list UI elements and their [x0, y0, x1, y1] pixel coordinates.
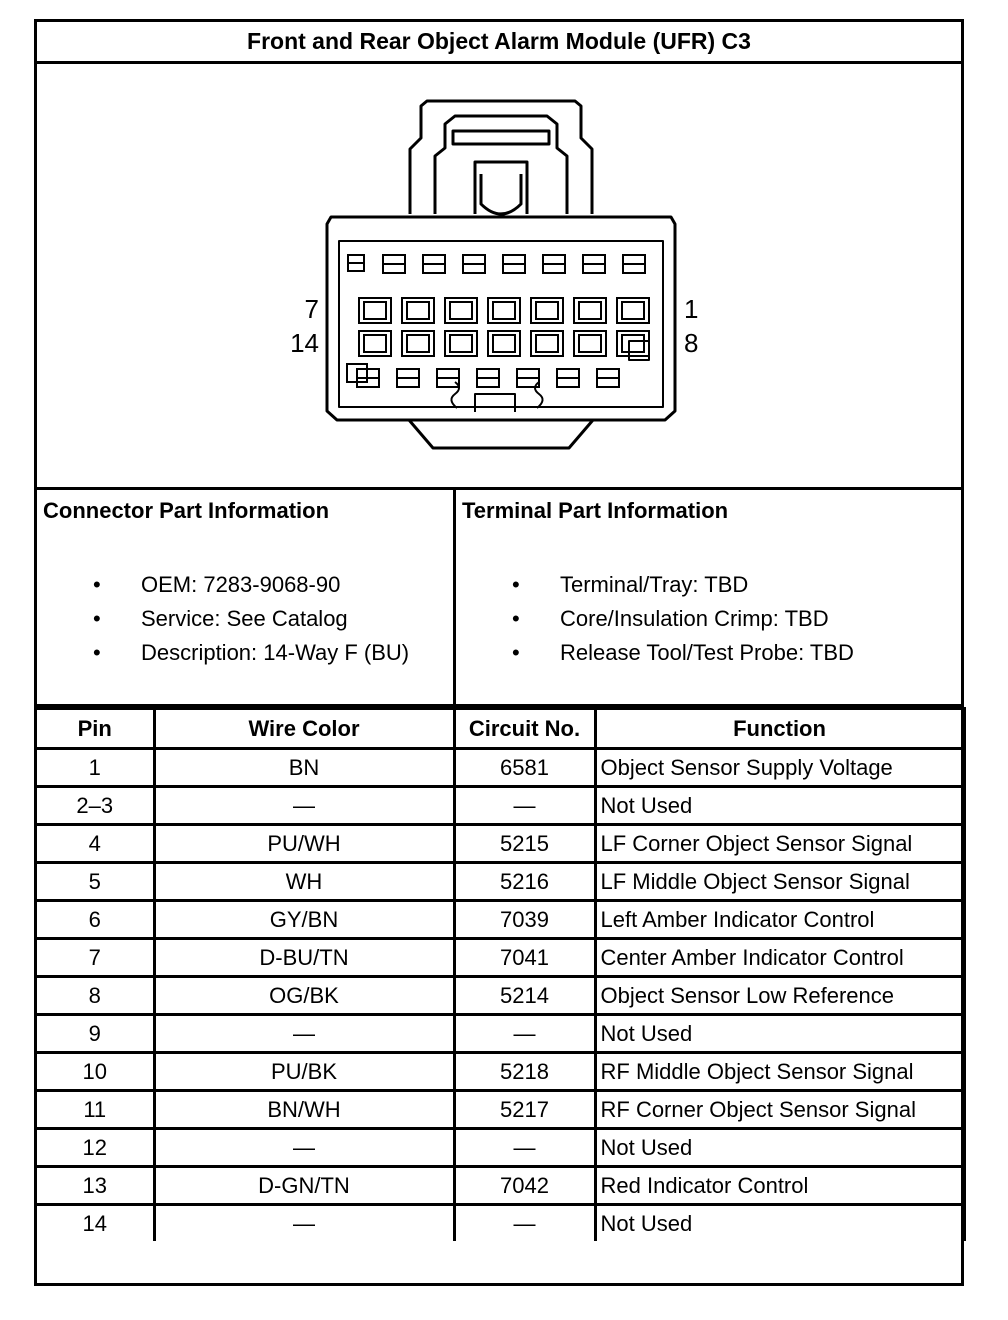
- table-row: [37, 825, 964, 863]
- circuit-cell: 5215: [454, 825, 595, 863]
- terminal-part-info-list: [456, 568, 854, 670]
- latch-lock-head: [481, 174, 521, 214]
- circuit-cell: —: [454, 1205, 595, 1242]
- connector-face-diagram: [37, 64, 961, 490]
- function-cell: Object Sensor Supply Voltage: [595, 749, 964, 787]
- wire-color-cell: PU/BK: [154, 1053, 454, 1091]
- function-cell: Object Sensor Low Reference: [595, 977, 964, 1015]
- pin-cell: 4: [37, 825, 154, 863]
- list-item: • Service: See Catalog: [37, 602, 409, 636]
- pin-label-7: 7: [304, 294, 319, 324]
- pin-cell: 2–3: [37, 787, 154, 825]
- circuit-cell: 7042: [454, 1167, 595, 1205]
- wire-color-cell: BN/WH: [154, 1091, 454, 1129]
- table-row: [37, 1167, 964, 1205]
- pin-cell: 8: [37, 977, 154, 1015]
- header-circuit: Circuit No.: [454, 709, 595, 749]
- circuit-cell: 5217: [454, 1091, 595, 1129]
- list-item: • Release Tool/Test Probe: TBD: [456, 636, 854, 670]
- connector-part-info: [37, 490, 456, 704]
- latch-housing-outline: [410, 101, 592, 214]
- circuit-cell: 5214: [454, 977, 595, 1015]
- bullet-icon: •: [512, 572, 520, 597]
- circuit-cell: —: [454, 1015, 595, 1053]
- page-title: [37, 22, 961, 64]
- circuit-cell: 7039: [454, 901, 595, 939]
- table-row: [37, 787, 964, 825]
- function-cell: Center Amber Indicator Control: [595, 939, 964, 977]
- wire-color-cell: —: [154, 1129, 454, 1167]
- bullet-icon: •: [93, 640, 101, 665]
- pin-cell: 7: [37, 939, 154, 977]
- function-cell: RF Middle Object Sensor Signal: [595, 1053, 964, 1091]
- wire-color-cell: OG/BK: [154, 977, 454, 1015]
- pin-table-header: [37, 709, 964, 749]
- circuit-cell: 5218: [454, 1053, 595, 1091]
- circuit-cell: —: [454, 1129, 595, 1167]
- wire-color-cell: —: [154, 1015, 454, 1053]
- part-info-section: [37, 490, 961, 707]
- function-cell: RF Corner Object Sensor Signal: [595, 1091, 964, 1129]
- pin-label-1: 1: [684, 294, 699, 324]
- function-cell: Not Used: [595, 1015, 964, 1053]
- wire-color-cell: WH: [154, 863, 454, 901]
- circuit-cell: —: [454, 787, 595, 825]
- table-row: [37, 939, 964, 977]
- pin-cell: 10: [37, 1053, 154, 1091]
- pin-cell: 6: [37, 901, 154, 939]
- pin-cell: 12: [37, 1129, 154, 1167]
- bullet-icon: •: [512, 606, 520, 631]
- pin-label-14: 14: [290, 328, 319, 358]
- bottom-lock-row: [347, 364, 619, 387]
- circuit-cell: 7041: [454, 939, 595, 977]
- header-wire-color: Wire Color: [154, 709, 454, 749]
- list-item: • Description: 14-Way F (BU): [37, 636, 409, 670]
- function-cell: LF Middle Object Sensor Signal: [595, 863, 964, 901]
- table-row: [37, 863, 964, 901]
- pin-cell: 13: [37, 1167, 154, 1205]
- table-row: [37, 1091, 964, 1129]
- list-item: • Core/Insulation Crimp: TBD: [456, 602, 854, 636]
- pin-cell: 9: [37, 1015, 154, 1053]
- function-cell: Red Indicator Control: [595, 1167, 964, 1205]
- terminal-part-info: [456, 490, 961, 704]
- pin-cell: 5: [37, 863, 154, 901]
- bullet-icon: •: [93, 606, 101, 631]
- bullet-icon: •: [93, 572, 101, 597]
- table-row: [37, 1129, 964, 1167]
- table-row: [37, 901, 964, 939]
- keyway-hook-left: [451, 382, 459, 408]
- keyway: [475, 394, 515, 412]
- latch-window: [453, 131, 549, 144]
- function-cell: Not Used: [595, 1205, 964, 1242]
- pin-cell: 14: [37, 1205, 154, 1242]
- bottom-skirt: [409, 420, 593, 448]
- top-lock-row: [348, 255, 645, 273]
- table-row: [37, 1015, 964, 1053]
- function-cell: Not Used: [595, 787, 964, 825]
- circuit-cell: 6581: [454, 749, 595, 787]
- table-row: [37, 1053, 964, 1091]
- pin-cell: 11: [37, 1091, 154, 1129]
- terminal-part-info-heading: Terminal Part Information: [462, 498, 729, 523]
- table-row: [37, 749, 964, 787]
- wire-color-cell: GY/BN: [154, 901, 454, 939]
- circuit-cell: 5216: [454, 863, 595, 901]
- wire-color-cell: D-BU/TN: [154, 939, 454, 977]
- function-cell: LF Corner Object Sensor Signal: [595, 825, 964, 863]
- wire-color-cell: BN: [154, 749, 454, 787]
- table-row: [37, 977, 964, 1015]
- corner-tab-right: [629, 341, 649, 360]
- table-row: [37, 1205, 964, 1242]
- function-cell: Not Used: [595, 1129, 964, 1167]
- page-title-text: Front and Rear Object Alarm Module (UFR) C3: [247, 28, 751, 54]
- wire-color-cell: D-GN/TN: [154, 1167, 454, 1205]
- pin-cell: 1: [37, 749, 154, 787]
- list-item: • OEM: 7283-9068-90: [37, 568, 409, 602]
- connector-diagram-area: [37, 64, 961, 490]
- pin-label-8: 8: [684, 328, 699, 358]
- list-item: • Terminal/Tray: TBD: [456, 568, 854, 602]
- cavity-row-1: [359, 298, 649, 323]
- connector-part-info-heading: Connector Part Information: [43, 498, 330, 523]
- pin-table: [37, 707, 966, 1241]
- header-function: Function: [595, 709, 964, 749]
- function-cell: Left Amber Indicator Control: [595, 901, 964, 939]
- connector-sheet: [34, 19, 964, 1286]
- wire-color-cell: PU/WH: [154, 825, 454, 863]
- connector-part-info-list: [37, 568, 409, 670]
- bullet-icon: •: [512, 640, 520, 665]
- header-pin: Pin: [37, 709, 154, 749]
- wire-color-cell: —: [154, 1205, 454, 1242]
- cavity-row-2: [359, 331, 649, 356]
- wire-color-cell: —: [154, 787, 454, 825]
